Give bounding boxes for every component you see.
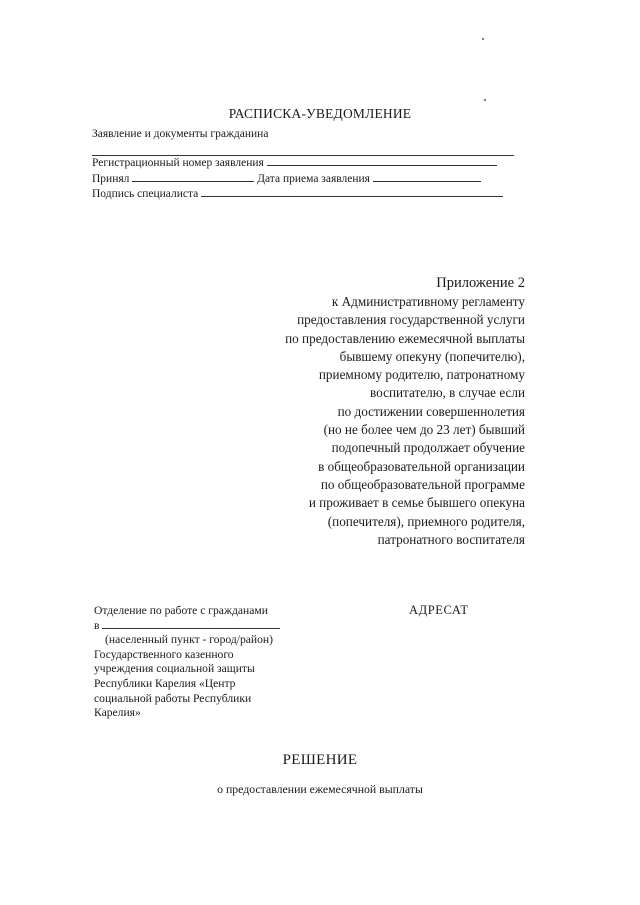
scan-speck [455, 529, 456, 530]
appendix-line: и проживает в семье бывшего опекуна [308, 495, 525, 511]
department-prefix: в [94, 618, 100, 632]
appendix-block [285, 274, 525, 549]
appendix-line: приемному родителю, патронатному [318, 367, 525, 383]
appendix-line: бывшему опекуну (попечителю), [339, 348, 525, 364]
appendix-line: в общеобразовательной организации [318, 458, 525, 474]
signature-row [92, 186, 503, 202]
appendix-line: (попечителя), приемного родителя, [327, 513, 525, 529]
decision-subtitle: о предоставлении ежемесячной выплаты [217, 782, 423, 796]
department-block [94, 604, 284, 721]
date-label: Дата приема заявления [257, 173, 370, 185]
org-line: Государственного казенного [94, 647, 234, 661]
appendix-line: к Административному регламенту [331, 294, 525, 309]
department-locality-row [94, 619, 284, 634]
scan-speck [482, 38, 484, 40]
appendix-line: по достижении совершеннолетия [337, 403, 525, 419]
appendix-line: патронатного воспитателя [377, 531, 525, 547]
addressee-label: АДРЕСАТ [409, 603, 469, 617]
appendix-line: по предоставлению ежемесячной выплаты [285, 330, 525, 346]
department-line: Отделение по работе с гражданами [94, 604, 268, 617]
locality-field[interactable] [102, 619, 280, 629]
application-date-field[interactable] [373, 171, 481, 182]
appendix-line: Приложение 2 [436, 275, 525, 291]
appendix-line: подопечный продолжает обучение [331, 440, 525, 456]
appendix-line: воспитателю, в случае если [370, 385, 525, 401]
registration-number-field[interactable] [267, 155, 497, 166]
accepted-by-field[interactable] [132, 171, 254, 182]
documents-label: Заявление и документы гражданина [92, 128, 269, 140]
signature-field[interactable] [201, 186, 503, 197]
appendix-line: (но не более чем до 23 лет) бывший [323, 422, 525, 438]
registration-row [92, 155, 497, 171]
locality-hint: (населенный пункт - город/район) [105, 633, 273, 647]
decision-title: РЕШЕНИЕ [282, 752, 358, 768]
registration-label: Регистрационный номер заявления [92, 157, 264, 169]
org-line: Республики Карелия «Центр [94, 676, 236, 690]
accepted-row [92, 171, 481, 187]
accepted-label: Принял [92, 173, 130, 185]
org-line: Карелия» [94, 706, 141, 720]
org-line: учреждения социальной защиты [94, 662, 255, 676]
appendix-line: по общеобразовательной программе [320, 476, 525, 492]
signature-label: Подпись специалиста [92, 188, 199, 200]
appendix-line: предоставления государственной услуги [297, 312, 525, 328]
org-line: социальной работы Республики [94, 691, 252, 705]
receipt-title: РАСПИСКА-УВЕДОМЛЕНИЕ [228, 106, 412, 121]
scan-speck [484, 99, 486, 101]
